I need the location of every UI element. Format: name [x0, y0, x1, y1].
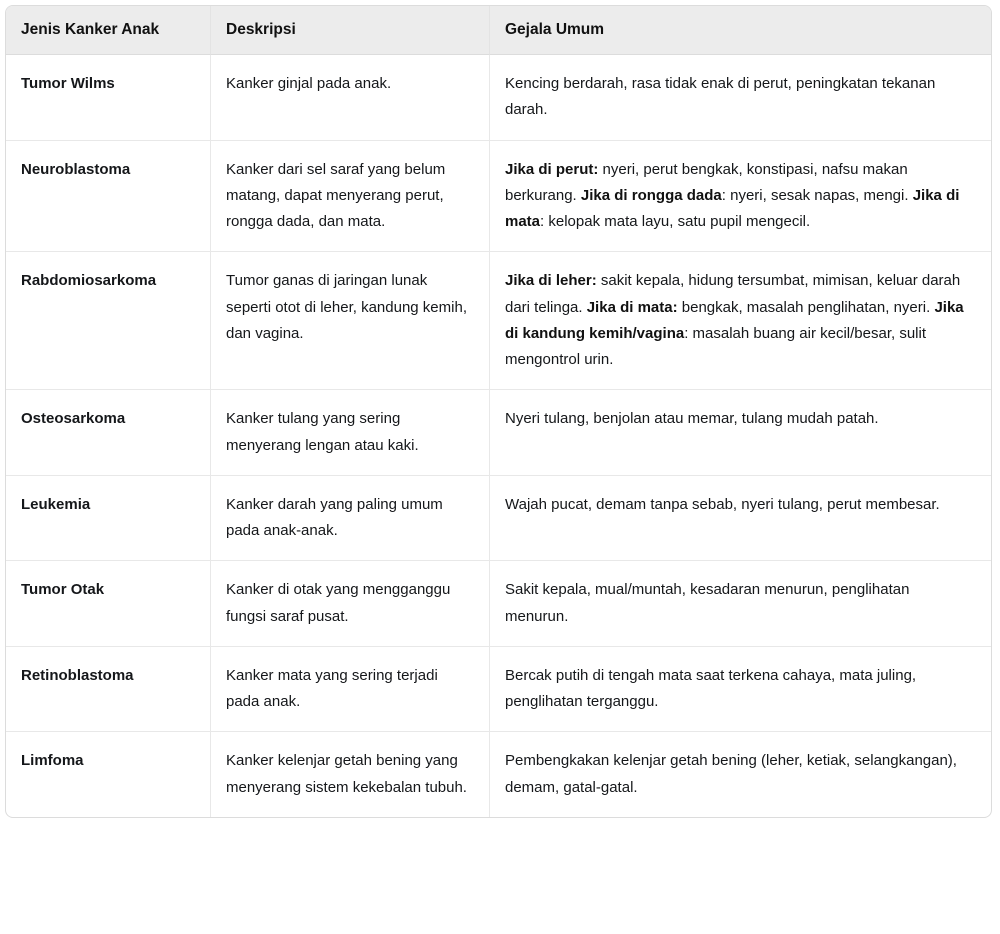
column-header-description: Deskripsi [211, 6, 490, 55]
symptom-location-label: Jika di mata: [586, 298, 678, 316]
cell-description: Kanker di otak yang mengganggu fungsi saraf pusat. [211, 561, 490, 647]
symptom-text: Bercak putih di tengah mata saat terkena cahaya, mata juling, penglihatan terganggu. [505, 666, 917, 711]
cell-cancer-type: Limfoma [6, 732, 211, 817]
cell-cancer-type: Osteosarkoma [6, 390, 211, 476]
table-row [6, 390, 991, 476]
childhood-cancer-table [5, 5, 992, 818]
column-header-cancer-type: Jenis Kanker Anak [6, 6, 211, 55]
cell-description: Kanker kelenjar getah bening yang menyerang sistem kekebalan tubuh. [211, 732, 490, 817]
symptom-text: Pembengkakan kelenjar getah bening (leher, ketiak, selangkangan), demam, gatal-gatal. [505, 752, 957, 796]
cell-cancer-type: Tumor Wilms [6, 55, 211, 141]
cell-description: Kanker dari sel saraf yang belum matang, dapat menyerang perut, rongga dada, dan mata. [211, 141, 490, 253]
symptom-text: Sakit kepala, mual/muntah, kesadaran menurun, penglihatan menurun. [505, 581, 910, 625]
cell-cancer-type: Retinoblastoma [6, 647, 211, 733]
symptom-location-label: Jika di leher: [505, 272, 597, 290]
table-header-row [6, 6, 991, 55]
symptom-location-label: Jika di perut: [505, 160, 599, 178]
symptom-text: bengkak, masalah penglihatan, nyeri. [677, 298, 935, 316]
cell-symptoms [490, 647, 991, 733]
cell-cancer-type: Rabdomiosarkoma [6, 252, 211, 390]
column-header-symptoms: Gejala Umum [490, 6, 991, 55]
table-row [6, 141, 991, 253]
cell-description: Kanker tulang yang sering menyerang lengan atau kaki. [211, 390, 490, 476]
cell-cancer-type: Leukemia [6, 476, 211, 562]
cell-cancer-type: Tumor Otak [6, 561, 211, 647]
cell-symptoms [490, 55, 991, 141]
cell-cancer-type: Neuroblastoma [6, 141, 211, 253]
table-row [6, 732, 991, 817]
cell-description: Kanker darah yang paling umum pada anak-anak. [211, 476, 490, 562]
symptom-text: Wajah pucat, demam tanpa sebab, nyeri tulang, perut membesar. [505, 495, 940, 513]
symptom-text: : kelopak mata layu, satu pupil mengecil. [540, 213, 811, 231]
table-row [6, 647, 991, 733]
cell-symptoms [490, 476, 991, 562]
symptom-location-label: Jika di mata [505, 186, 960, 231]
symptom-text: nyeri, perut bengkak, konstipasi, nafsu makan berkurang. [505, 160, 908, 204]
table-row [6, 55, 991, 141]
cell-symptoms [490, 252, 991, 390]
symptom-text: Nyeri tulang, benjolan atau memar, tulang mudah patah. [505, 410, 879, 428]
symptom-text: : masalah buang air kecil/besar, sulit mengontrol urin. [505, 324, 926, 369]
symptom-text: sakit kepala, hidung tersumbat, mimisan, keluar darah dari telinga. [505, 272, 961, 316]
table-body [6, 55, 991, 817]
cell-description: Kanker ginjal pada anak. [211, 55, 490, 141]
cell-description: Kanker mata yang sering terjadi pada anak. [211, 647, 490, 733]
cell-description: Tumor ganas di jaringan lunak seperti otot di leher, kandung kemih, dan vagina. [211, 252, 490, 390]
cell-symptoms [490, 390, 991, 476]
table-row [6, 476, 991, 562]
cell-symptoms [490, 141, 991, 253]
symptom-text: Kencing berdarah, rasa tidak enak di perut, peningkatan tekanan darah. [505, 75, 936, 119]
cell-symptoms [490, 561, 991, 647]
symptom-location-label: Jika di kandung kemih/vagina [505, 298, 964, 342]
table-row [6, 252, 991, 390]
table-header [6, 6, 991, 55]
symptom-text: : nyeri, sesak napas, mengi. [721, 186, 913, 204]
cell-symptoms [490, 732, 991, 817]
table-row [6, 561, 991, 647]
symptom-location-label: Jika di rongga dada [580, 186, 722, 204]
